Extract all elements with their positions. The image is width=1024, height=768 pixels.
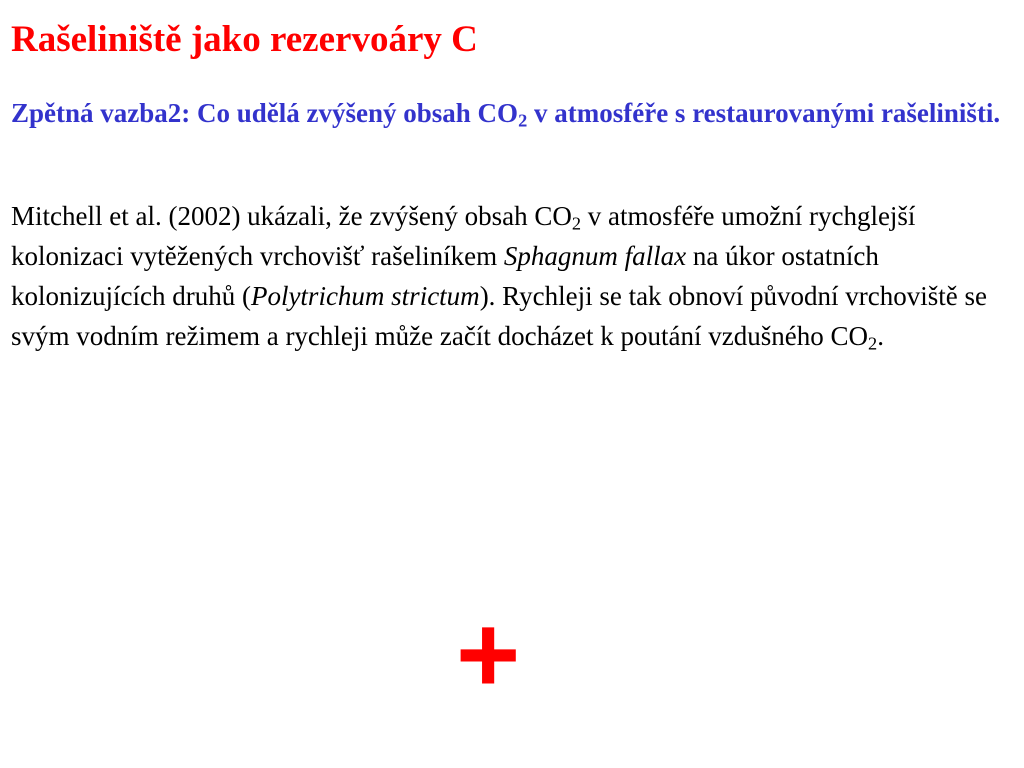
body-text: Mitchell et al. (2002) ukázali, že zvýšený obsah CO xyxy=(11,201,572,231)
species-name: Sphagnum fallax xyxy=(503,241,687,271)
subscript: 2 xyxy=(868,333,878,354)
slide-subtitle xyxy=(11,94,1011,132)
body-text: v atmosféře umožní rychglejší kolonizaci vytěžených vrchovišť rašeliníkem xyxy=(11,201,916,271)
body-text: . xyxy=(877,321,884,351)
body-text: na úkor ostatních kolonizujících druhů ( xyxy=(11,241,879,311)
plus-symbol: + xyxy=(456,593,521,716)
subscript: 2 xyxy=(571,213,582,234)
subtitle-text: v atmosféře s restaurovanými rašeliništi. xyxy=(527,98,1001,128)
subtitle-text: Zpětná vazba2: Co udělá zvýšený obsah CO xyxy=(11,98,519,128)
body-paragraph xyxy=(11,196,1019,356)
slide-title: Rašeliniště jako rezervoáry C xyxy=(11,19,478,60)
subscript: 2 xyxy=(518,110,528,131)
body-text: ). Rychleji se tak obnoví původní vrchoviště se svým vodním režimem a rychleji může začít docházet k poutání vzdušného CO xyxy=(11,281,988,351)
species-name: Polytrichum strictum xyxy=(250,281,480,311)
